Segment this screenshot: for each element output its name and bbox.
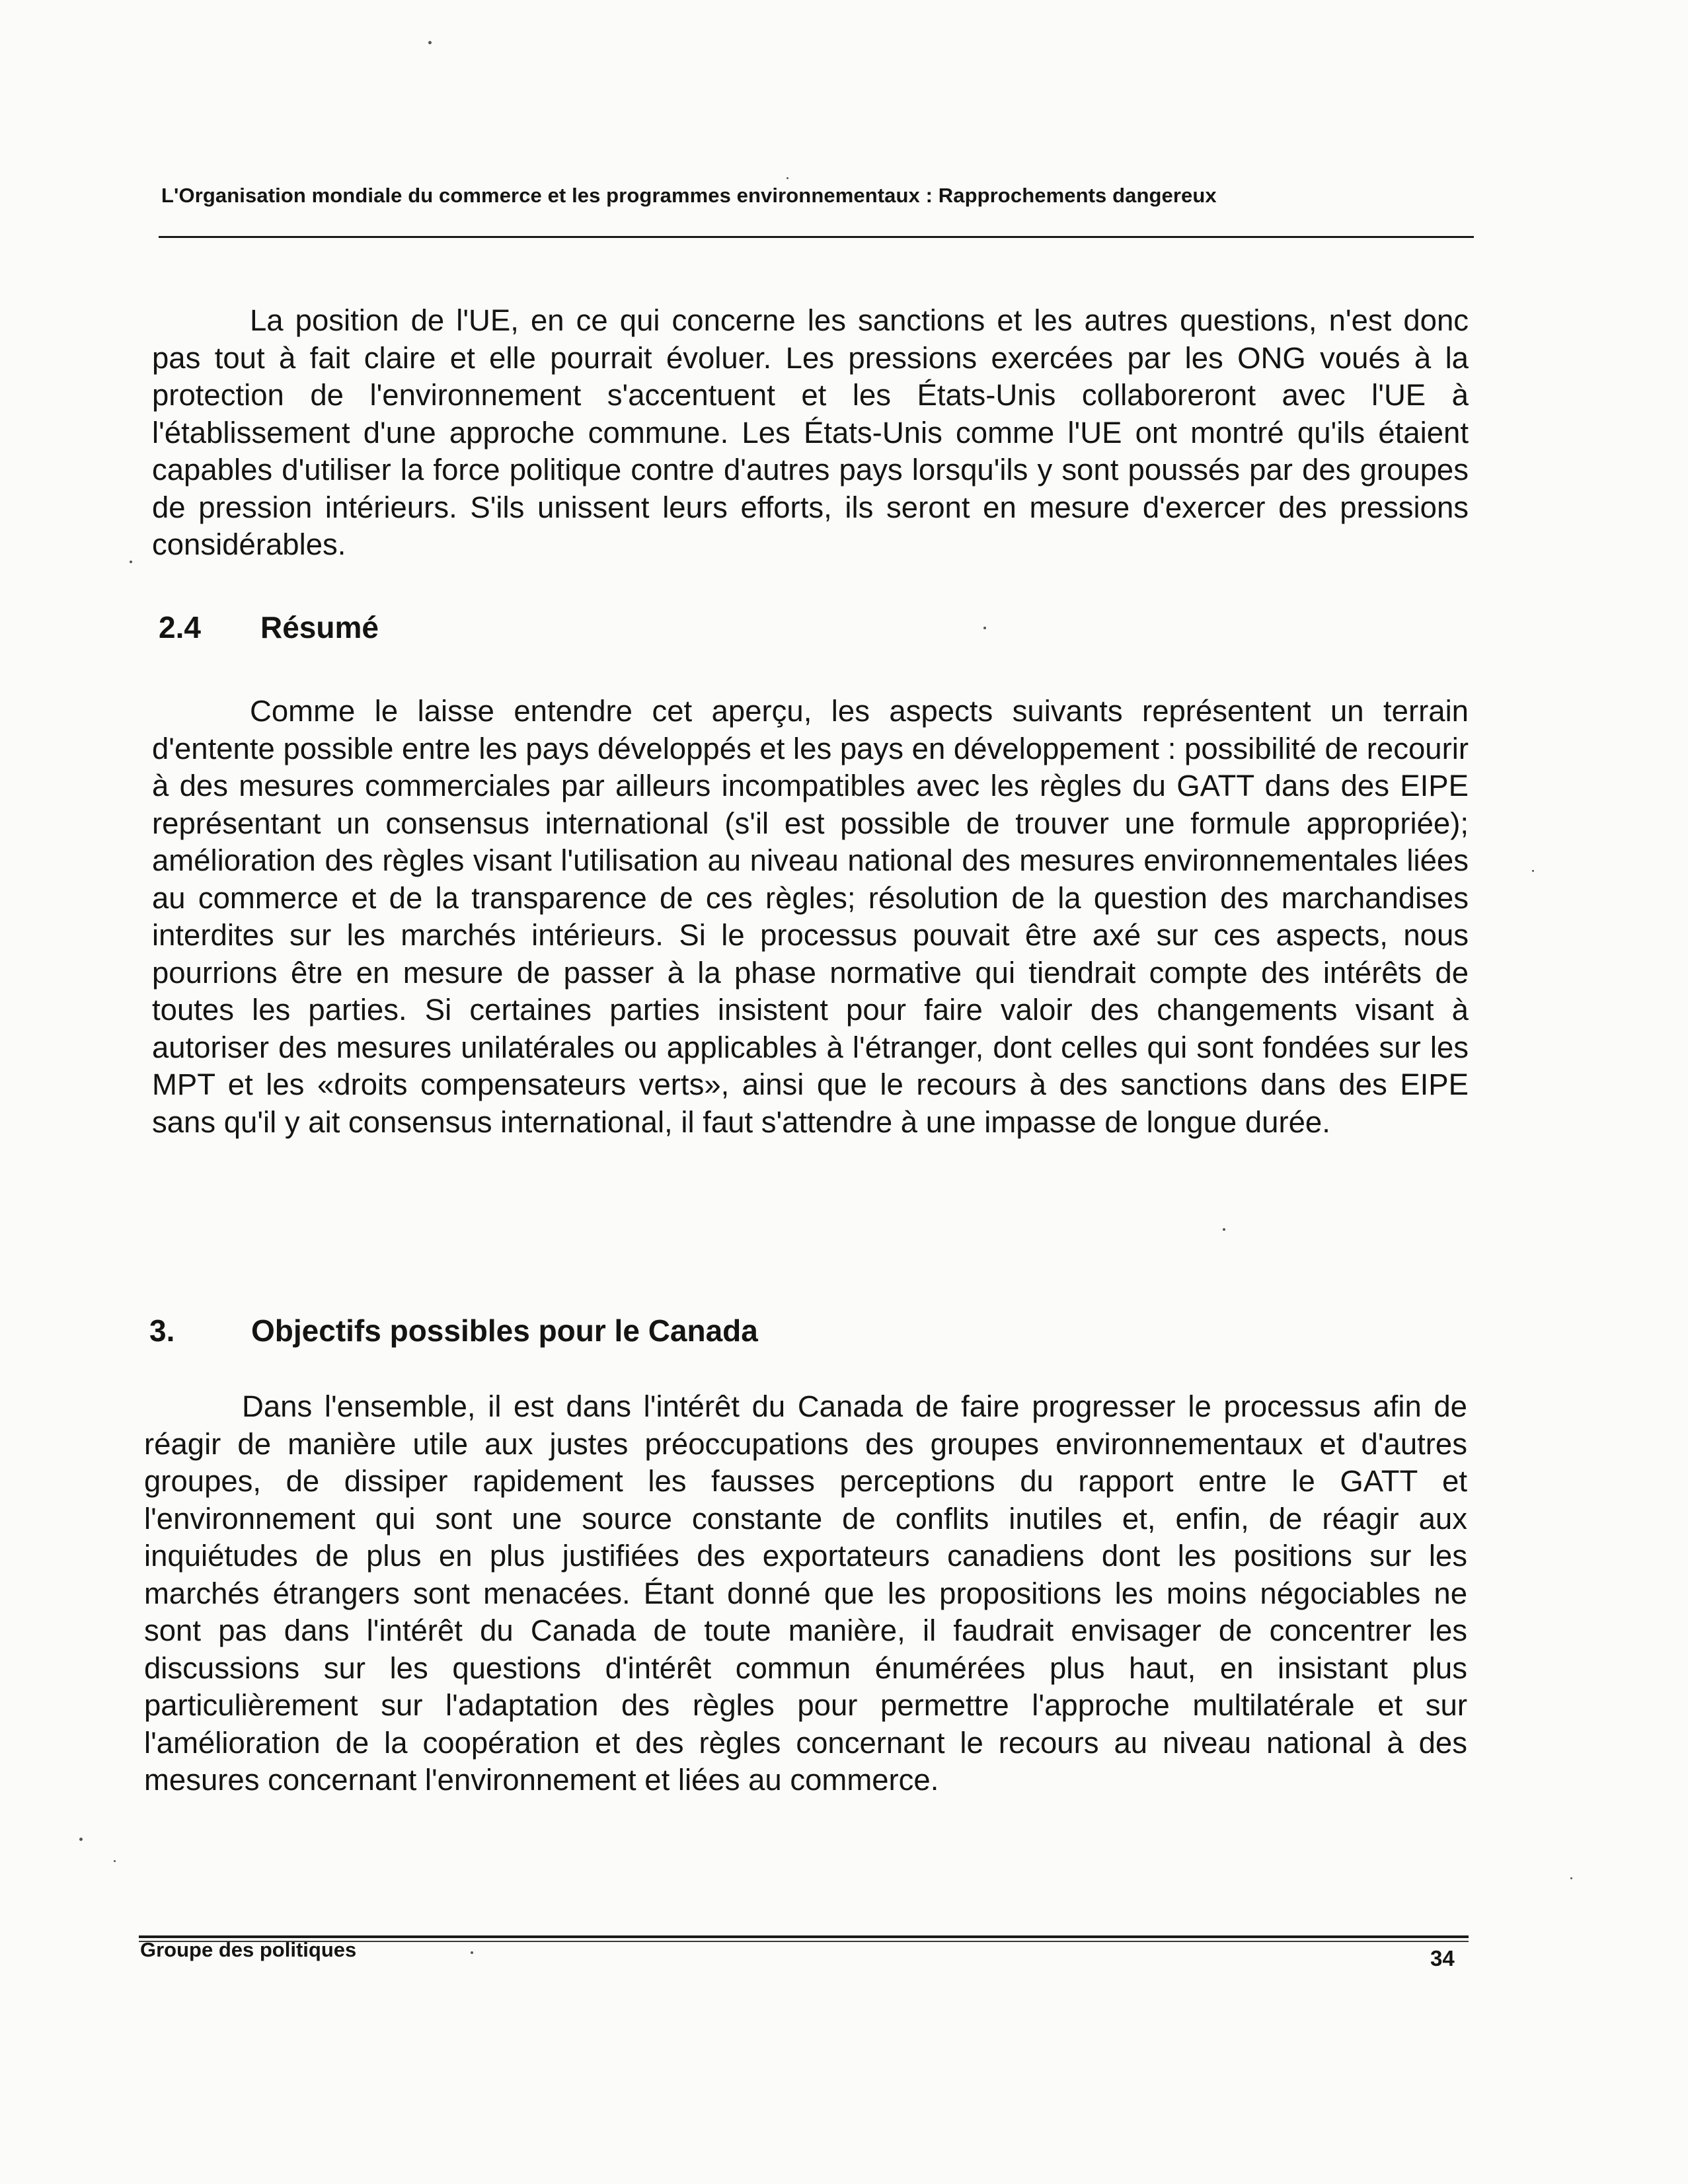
scan-speck bbox=[471, 1951, 473, 1954]
scan-speck bbox=[1532, 870, 1534, 872]
footer-group-name: Groupe des politiques bbox=[140, 1938, 357, 1961]
scan-speck bbox=[79, 1838, 83, 1841]
running-header: L'Organisation mondiale du commerce et les programmes environnementaux : Rapprochements dangereux bbox=[161, 184, 1217, 207]
scan-speck bbox=[114, 1860, 116, 1862]
section-title: Résumé bbox=[260, 610, 379, 644]
body-paragraph-2: Comme le laisse entendre cet aperçu, les aspects suivants représentent un terrain d'entente possible entre les pays développés et les pays en développement : possibilité de recourir à des mesures commerciales par ailleurs incompatibles avec les règles du GATT dans des EIPE représentant un consensus international (s'il est possible de trouver une formule appropriée); amélioration des règles visant l'utilisation au niveau national des mesures environnementales liées au commerce et de la transparence de ces règles; résolution de la question des marchandises interdites sur les marchés intérieurs. Si le processus pouvait être axé sur ces aspects, nous pourrions être en mesure de passer à la phase normative qui tiendrait compte des intérêts de toutes les parties. Si certaines parties insistent pour faire valoir des changements visant à autoriser des mesures unilatérales ou applicables à l'étranger, dont celles qui sont fondées sur les MPT et les «droits compensateurs verts», ainsi que le recours à des sanctions dans des EIPE sans qu'il y ait consensus international, il faut s'attendre à une impasse de longue durée. bbox=[152, 694, 1469, 1139]
section-title: Objectifs possibles pour le Canada bbox=[251, 1313, 758, 1348]
scan-speck bbox=[1223, 1228, 1225, 1231]
page-number: 34 bbox=[1430, 1946, 1455, 1970]
section-heading-3 bbox=[149, 1313, 942, 1352]
body-paragraph-3: Dans l'ensemble, il est dans l'intérêt du Canada de faire progresser le processus afin de réagir de manière utile aux justes préoccupations des groupes environnementaux et d'autres groupes, de dissiper rapidement les fausses perceptions du rapport entre le GATT et l'environnement qui sont une source constante de conflits inutiles et, enfin, de réagir aux inquiétudes de plus en plus justifiées des exportateurs canadiens dont les positions sur les marchés étrangers sont menacées. Étant donné que les propositions les moins négociables ne sont pas dans l'intérêt du Canada de toute manière, il faudrait envisager de concentrer les discussions sur les questions d'intérêt commun énumérées plus haut, en insistant plus particulièrement sur l'adaptation des règles pour permettre l'approche multilatérale et sur l'amélioration de la coopération et des règles concernant le recours au niveau national à des mesures concernant l'environnement et liées au commerce. bbox=[144, 1389, 1467, 1797]
section-number: 2.4 bbox=[159, 610, 201, 644]
section-number: 3. bbox=[149, 1313, 175, 1348]
section-heading-2-4 bbox=[159, 609, 621, 649]
header-rule bbox=[159, 236, 1474, 238]
scan-speck bbox=[786, 177, 788, 179]
scan-speck bbox=[130, 561, 132, 563]
scan-speck bbox=[428, 41, 432, 44]
scan-speck bbox=[983, 627, 986, 629]
scan-speck bbox=[1570, 1877, 1572, 1879]
body-paragraph-1: La position de l'UE, en ce qui concerne les sanctions et les autres questions, n'est donc pas tout à fait claire et elle pourrait évoluer. Les pressions exercées par les ONG voués à la protection de l'environnement s'accentuent et les États-Unis collaboreront avec l'UE à l'établissement d'une approche commune. Les États-Unis comme l'UE ont montré qu'ils étaient capables d'utiliser la force politique contre d'autres pays lorsqu'ils y sont poussés par des groupes de pression intérieurs. S'ils unissent leurs efforts, ils seront en mesure d'exercer des pressions considérables. bbox=[152, 303, 1469, 561]
